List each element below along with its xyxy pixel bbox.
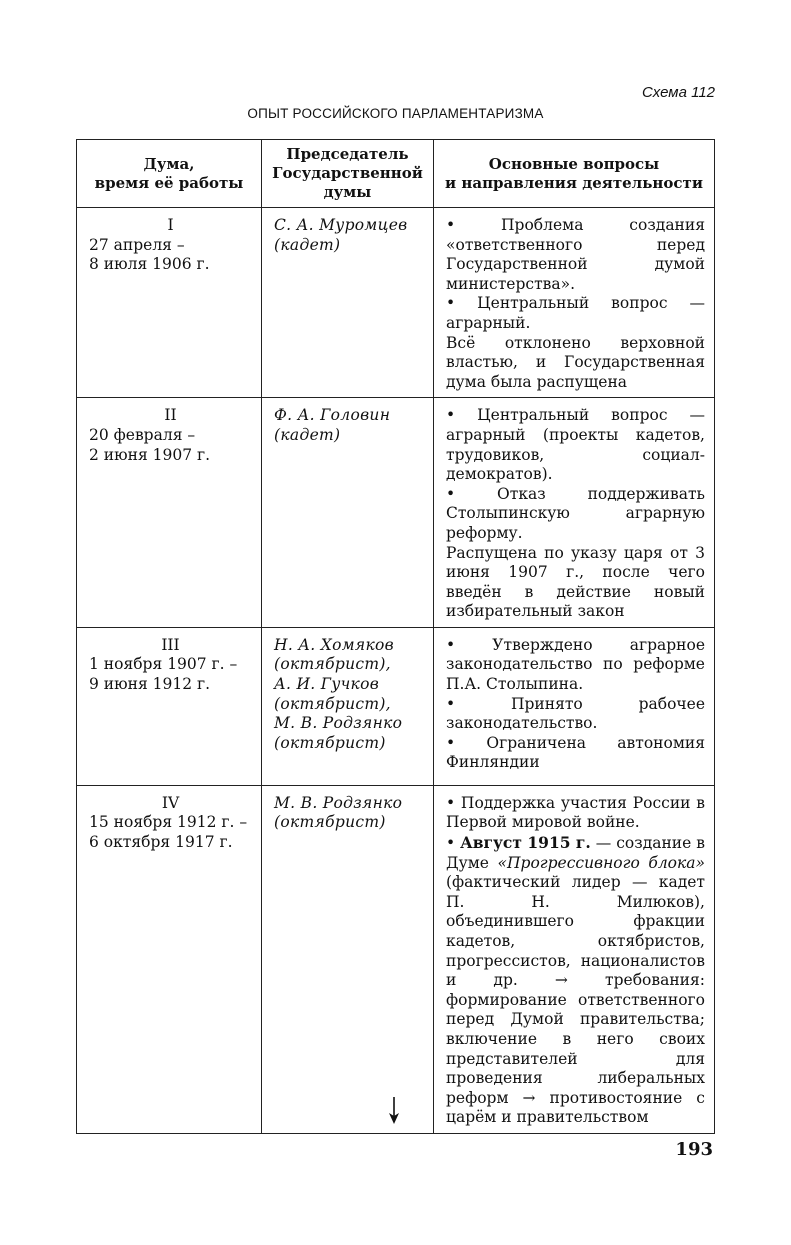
duma-period-cell [77, 785, 262, 1133]
page-number: 193 [675, 1139, 713, 1160]
header-main-issues: Основные вопросы и направления деятельности [434, 140, 715, 208]
progressive-bloc-paragraph: • Август 1915 г. — создание в Думе «Прогрессивного блока» (фактический лидер — кадет П. Н. Милюков), объединившего фракции кадетов, октябристов, прогрессистов, националистов и др. → требования: формирование ответственного перед Думой правительства; включение в него своих представителей для проведения либеральных реформ → противостояние с царём и правительством [446, 833, 705, 1127]
chairman-cell: Н. А. Хомяков (октябрист), А. И. Гучков (октябрист), М. В. Родзянко (октябрист) [262, 627, 434, 785]
duma-date-end: 6 октября 1917 г. [89, 833, 233, 852]
issues-cell: • Поддержка участия России в Первой мировой войне. • Август 1915 г. — создание в Думе «Прогрессивного блока» (фактический лидер — кадет П. Н. Милюков), объединившего фракции кадетов, октябристов, прогрессистов, националистов и др. → требования: формирование ответственного перед Думой правительства; включение в него своих представителей для проведения либеральных реформ → противостояние с царём и правительством [434, 785, 715, 1133]
table-row [77, 398, 715, 628]
duma-date-start: 27 апреля – [89, 235, 185, 254]
duma-date-end: 2 июня 1907 г. [89, 445, 211, 464]
header-chairman: Председатель Государственной думы [262, 140, 434, 208]
chairman-cell: С. А. Муромцев (кадет) [262, 208, 434, 398]
duma-number: I [167, 216, 174, 234]
duma-date-start: 20 февраля – [89, 425, 196, 444]
table-row [77, 208, 715, 398]
scheme-label: Схема 112 [641, 84, 715, 101]
duma-number: II [164, 406, 177, 425]
duma-date-start: 15 ноября 1912 г. – [89, 813, 248, 832]
duma-table [76, 139, 715, 1134]
table-row [77, 785, 715, 1133]
duma-number: III [161, 635, 180, 654]
table-row [77, 627, 715, 785]
duma-period-cell [77, 627, 262, 785]
duma-date-end: 8 июля 1906 г. [89, 255, 210, 274]
duma-date-end: 9 июня 1912 г. [89, 675, 211, 694]
duma-period-cell [77, 208, 262, 398]
issues-cell: • Центральный вопрос — аграрный (проекты кадетов, трудовиков, социал-демократов). • Отказ поддерживать Столыпинскую аграрную реформу. Распущена по указу царя от 3 июня 1907 г., после чего введён в действие новый избирательный закон [434, 398, 715, 628]
arrow-down-icon [386, 1097, 402, 1125]
issues-cell: • Утверждено аграрное законодательство по реформе П.А. Столыпина. • Принято рабочее законодательство. • Ограничена автономия Финляндии [434, 627, 715, 785]
header-duma-period: Дума, время её работы [77, 140, 262, 208]
table-header-row [77, 140, 715, 208]
page-title: ОПЫТ РОССИЙСКОГО ПАРЛАМЕНТАРИЗМА [247, 106, 544, 121]
issues-cell: • Проблема создания «ответственного перед Государственной думой министерства». • Центральный вопрос — аграрный. Всё отклонено верховной властью, и Государственная дума была распущена [434, 208, 715, 398]
duma-date-start: 1 ноября 1907 г. – [89, 655, 238, 674]
chairman-cell: Ф. А. Головин (кадет) [262, 398, 434, 628]
duma-period-cell [77, 398, 262, 628]
chairman-cell: М. В. Родзянко (октябрист) [262, 785, 434, 1133]
duma-number: IV [161, 793, 180, 812]
